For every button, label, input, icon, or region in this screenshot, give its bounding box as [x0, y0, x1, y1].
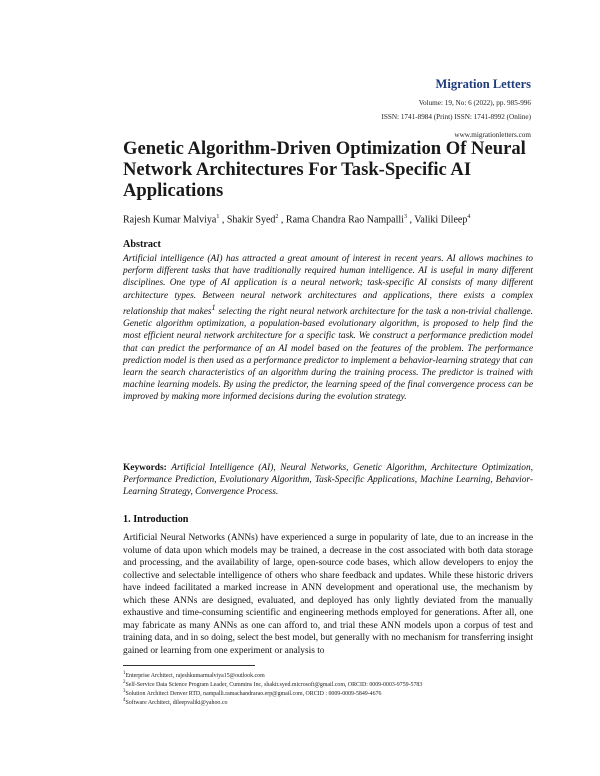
abstract-part: selecting the right neural network architecture for the task a non-trivial challenge. Genetic algorithm optimization, a population-based evolutionary algorithm, is proposed to help find the most efficient neural network architecture for a specific task. We construct a performance prediction model that can predict the performance of an AI model based on the features of the problem. The performance prediction model is then used as a performance predictor to implement a behavior-learning strategy that can learn the search characteristics of an algorithm during the training process. The predictor is trained with machine learning models. By using the predictor, the learning speed of the final convergence process can be improved by making more informed decisions during the evolution strategy.	[123, 306, 534, 403]
keywords-label: Keywords:	[123, 463, 167, 473]
section-heading: 1. Introduction	[123, 514, 189, 525]
author-affil-mark: 1	[216, 214, 220, 220]
abstract-text	[123, 253, 533, 404]
author-list: Rajesh Kumar Malviya$^1$ , Shakir Syed$^2$ , Rama Chandra Rao Nampalli$^3$ , Valiki Dileep$^4$	[123, 214, 471, 226]
footnote: $^4$Software Architect, dileepvaliki@yahoo.co	[123, 698, 228, 706]
paper-title: Genetic Algorithm-Driven Optimization Of Neural Network Architectures For Task-Specific AI Applications	[123, 138, 526, 201]
abstract-part: Artificial intelligence (AI) has attracted a great amount of interest in recent years. AI allows machines to perform different tasks that have traditionally required human intelligence. AI is useful in many different disciplines. One type of AI application is a neural network; task-specific AI consists of many different architecture types. Between neural network architectures and applications, there exists a complex relationship that makes	[123, 254, 533, 317]
abstract-footnote-mark: 1	[211, 302, 216, 312]
footnote-divider	[123, 665, 255, 666]
author-name: Rama Chandra Rao Nampalli	[285, 214, 404, 226]
issn-info: ISSN: 1741-8984 (Print) ISSN: 1741-8992 (Online)	[381, 113, 531, 121]
intro-paragraph: Artificial Neural Networks (ANNs) have experienced a surge in popularity of late, due to an increase in the volume of data upon which models may be trained, a decrease in the cost associated with both data storage and processing, and the availability of large, open-source code bases, which allow developers to enjoy the collective and selectable intelligence of others who share feedback and updates. While these historic drivers have indeed facilitated a marked increase in ANN development and operational use, the mechanism by which these ANNs are designed, evaluated, and deployed has only lightly deviated from the manually exhaustive and time-consuming scientific and engineering methods employed for generations. After all, one may fabricate as many ANNs as one can afford to, and trial these ANN models upon a corpus of test and training data, and in so doing, select the best model, but generally with no mechanism for transferring insight gained or learning from one experiment or analysis to	[123, 533, 533, 656]
author-name: Rajesh Kumar Malviya	[123, 214, 217, 226]
keywords	[123, 462, 533, 499]
footnote: $^1$Enterprise Architect, rajeshkumarmalviya15@outlook.com	[123, 671, 265, 679]
author-affil-mark: 4	[467, 214, 471, 220]
footnote: $^2$Self-Service Data Science Program Leader, Cummins Inc, shakir.syed.microsoft@gmail.com, ORCID: 0009-0003-9759-5783	[123, 680, 423, 688]
author-affil-mark: 2	[275, 214, 279, 220]
author-name: Shakir Syed	[226, 214, 276, 226]
footnote: $^3$Solution Architect Denver RTD, nampalli.ramachandrarao.erp@gmail.com, ORCID : 0009-0009-5849-4676	[123, 689, 382, 697]
journal-name: Migration Letters	[435, 77, 531, 91]
journal-website: www.migrationletters.com	[454, 131, 531, 139]
keywords-text: Artificial Intelligence (AI), Neural Networks, Genetic Algorithm, Architecture Optimization, Performance Prediction, Evolutionary Algorithm, Task-Specific Applications, Machine Learning, Behavior-Learning Strategy, Convergence Process.	[123, 463, 534, 498]
volume-info: Volume: 19, No: 6 (2022), pp. 985-996	[418, 99, 531, 107]
abstract-heading: Abstract	[123, 239, 161, 250]
author-name: Valiki Dileep	[414, 214, 468, 226]
author-affil-mark: 3	[403, 214, 407, 220]
